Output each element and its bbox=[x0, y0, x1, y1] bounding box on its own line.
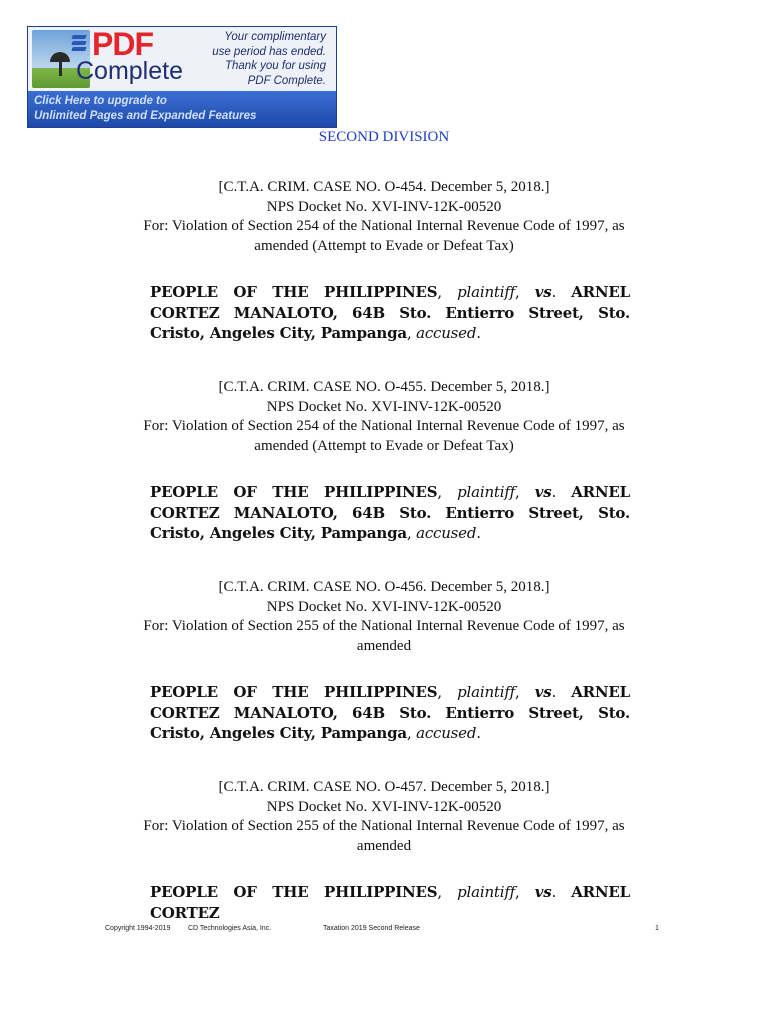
case-parties: PEOPLE OF THE PHILIPPINES, plaintiff, vs. ARNEL CORTEZ MANALOTO, 64B Sto. Entierro Street, Sto. Cristo, Angeles City, Pampanga, accused. bbox=[150, 283, 630, 342]
accused-name: ARNEL CORTEZ MANALOTO, 64B Sto. Entierro Street, Sto. Cristo, Angeles City, Pampanga bbox=[150, 683, 630, 742]
case-number: [C.T.A. CRIM. CASE NO. O-454. December 5, 2018.] bbox=[218, 179, 550, 195]
accused-name: ARNEL CORTEZ MANALOTO, 64B Sto. Entierro Street, Sto. Cristo, Angeles City, Pampanga bbox=[150, 483, 630, 542]
case-parties: PEOPLE OF THE PHILIPPINES, plaintiff, vs. ARNEL CORTEZ MANALOTO, 64B Sto. Entierro Street, Sto. Cristo, Angeles City, Pampanga, accused. bbox=[150, 483, 630, 542]
upgrade-link-line[interactable]: Click Here to upgrade to bbox=[34, 95, 167, 107]
upgrade-link[interactable] bbox=[34, 94, 256, 124]
case-number: [C.T.A. CRIM. CASE NO. O-456. December 5, 2018.] bbox=[218, 579, 550, 595]
plaintiff-name: PEOPLE OF THE PHILIPPINES bbox=[150, 683, 438, 701]
violation-line: amended (Attempt to Evade or Defeat Tax) bbox=[254, 437, 514, 454]
violation-line: For: Violation of Section 255 of the National Internal Revenue Code of 1997, as bbox=[143, 618, 625, 634]
violation-line: amended bbox=[356, 837, 412, 854]
person-icon bbox=[59, 62, 62, 76]
docket-number: NPS Docket No. XVI-INV-12K-00520 bbox=[266, 198, 502, 215]
expired-message-line: PDF Complete. bbox=[247, 74, 326, 87]
violation-line: amended (Attempt to Evade or Defeat Tax) bbox=[254, 237, 514, 254]
versus: vs bbox=[534, 283, 552, 301]
violation-line: For: Violation of Section 255 of the National Internal Revenue Code of 1997, as bbox=[143, 818, 625, 834]
plaintiff-role: plaintiff bbox=[457, 283, 516, 301]
upgrade-link-panel[interactable] bbox=[28, 91, 336, 128]
versus: vs bbox=[534, 883, 552, 901]
case-parties: PEOPLE OF THE PHILIPPINES, plaintiff, vs. ARNEL CORTEZ MANALOTO, 64B Sto. Entierro Street, Sto. Cristo, Angeles City, Pampanga, accused. bbox=[150, 683, 630, 742]
docket-number: NPS Docket No. XVI-INV-12K-00520 bbox=[266, 798, 502, 815]
accused-name: ARNEL CORTEZ bbox=[150, 883, 630, 922]
banner-top-panel bbox=[28, 27, 336, 91]
expired-message-line: use period has ended. bbox=[212, 45, 326, 58]
accused-role: accused bbox=[416, 724, 477, 742]
violation-line: For: Violation of Section 254 of the National Internal Revenue Code of 1997, as bbox=[143, 418, 625, 434]
expired-message bbox=[186, 30, 326, 88]
pdf-complete-upgrade-banner[interactable] bbox=[27, 26, 337, 128]
upgrade-link-line[interactable]: Unlimited Pages and Expanded Features bbox=[34, 110, 257, 122]
logo-pdf-text: PDF bbox=[92, 26, 153, 62]
accused-role: accused bbox=[416, 324, 477, 342]
plaintiff-role: plaintiff bbox=[457, 883, 516, 901]
docket-number: NPS Docket No. XVI-INV-12K-00520 bbox=[266, 398, 502, 415]
footer-company: CD Technologies Asia, Inc. bbox=[188, 925, 272, 932]
accused-role: accused bbox=[416, 524, 477, 542]
expired-message-line: Thank you for using bbox=[224, 60, 326, 72]
plaintiff-name: PEOPLE OF THE PHILIPPINES bbox=[150, 483, 438, 501]
document-stack-icon bbox=[72, 33, 88, 55]
violation-line: For: Violation of Section 254 of the National Internal Revenue Code of 1997, as bbox=[143, 218, 625, 234]
plaintiff-role: plaintiff bbox=[457, 683, 516, 701]
division-title: SECOND DIVISION bbox=[318, 129, 450, 145]
case-header-block bbox=[100, 778, 668, 856]
footer-copyright: Copyright 1994-2019 bbox=[105, 925, 171, 932]
versus: vs bbox=[534, 483, 552, 501]
case-number: [C.T.A. CRIM. CASE NO. O-457. December 5, 2018.] bbox=[218, 779, 550, 795]
case-number: [C.T.A. CRIM. CASE NO. O-455. December 5, 2018.] bbox=[218, 379, 550, 395]
plaintiff-name: PEOPLE OF THE PHILIPPINES bbox=[150, 883, 438, 901]
plaintiff-name: PEOPLE OF THE PHILIPPINES bbox=[150, 283, 438, 301]
footer-release: Taxation 2019 Second Release bbox=[323, 925, 420, 932]
versus: vs bbox=[534, 683, 552, 701]
expired-message-line: Your complimentary bbox=[224, 31, 326, 43]
violation-line: amended bbox=[356, 637, 412, 654]
accused-name: ARNEL CORTEZ MANALOTO, 64B Sto. Entierro Street, Sto. Cristo, Angeles City, Pampanga bbox=[150, 283, 630, 342]
case-header-block bbox=[100, 178, 668, 256]
page-number: 1 bbox=[655, 925, 659, 932]
case-parties: PEOPLE OF THE PHILIPPINES, plaintiff, vs. ARNEL CORTEZ bbox=[150, 883, 630, 922]
docket-number: NPS Docket No. XVI-INV-12K-00520 bbox=[266, 598, 502, 615]
umbrella-icon bbox=[50, 52, 70, 62]
case-header-block bbox=[100, 578, 668, 656]
logo-complete-text: Complete bbox=[76, 57, 183, 85]
case-header-block bbox=[100, 378, 668, 456]
plaintiff-role: plaintiff bbox=[457, 483, 516, 501]
